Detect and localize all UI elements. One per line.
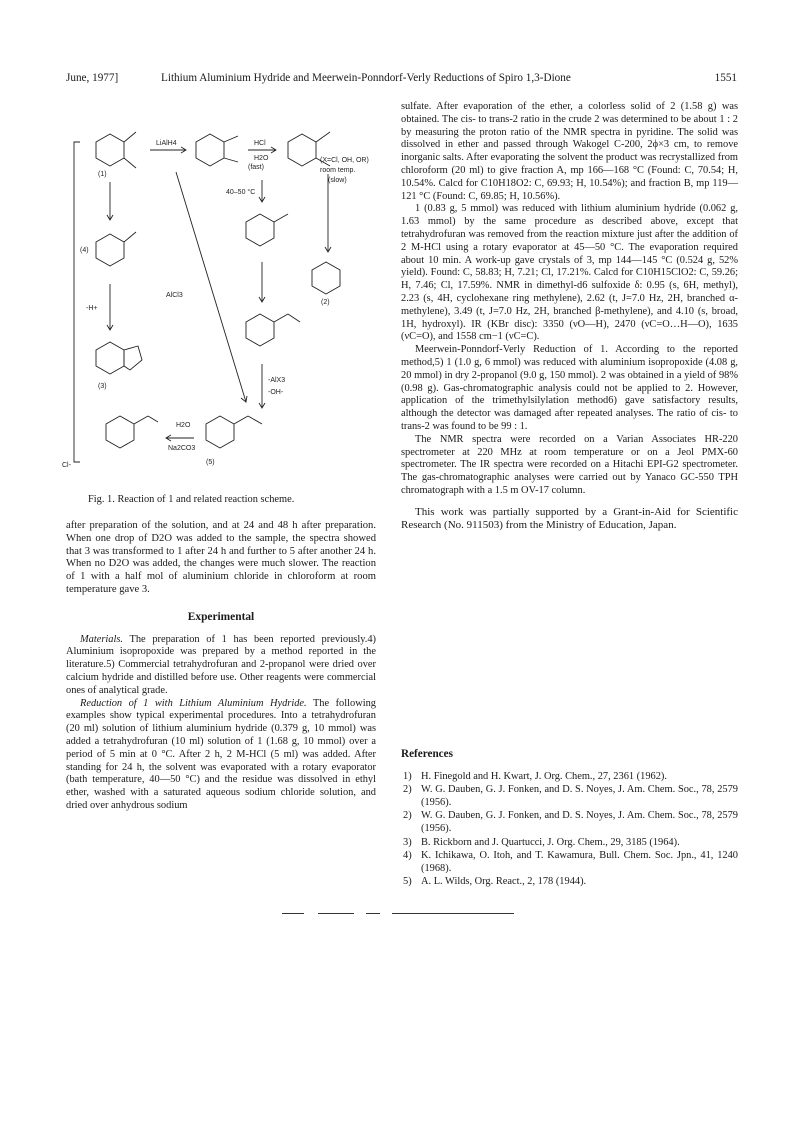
references-heading: References	[401, 748, 453, 760]
ring-compound-5	[206, 416, 234, 448]
reference-text: B. Rickborn and J. Quartucci, J. Org. Chem., 29, 3185 (1964).	[421, 836, 680, 848]
right-column	[401, 101, 738, 533]
footer-rule-dash-small	[366, 913, 380, 914]
reduction-label: Reduction of 1 with Lithium Aluminium Hydride.	[80, 697, 307, 709]
label-temp: 40–50 °C	[226, 189, 256, 196]
reference-item	[401, 771, 738, 784]
label-h2o: H2O	[254, 155, 269, 162]
label-hcl: HCl	[254, 140, 266, 147]
left-column	[66, 520, 376, 813]
reaction-scheme-drawing	[62, 102, 376, 490]
footer-rule-dash-mid	[318, 913, 354, 914]
reduction-paragraph	[66, 698, 376, 813]
reference-text: A. L. Wilds, Org. React., 2, 178 (1944).	[421, 876, 587, 888]
paragraph-instruments: The NMR spectra were recorded on a Varian Associates HR-220 spectrometer at 220 MHz at room temperature or on a Jeol PMX-60 spectrometer. The IR spectra were recorded on a Hitachi EPI-G2 spectrometer. The gas-chromatographic analyses were carried out by Yanaco GC-550 TPH chromatograph with a 1.5 m OV-17 column.	[401, 433, 738, 496]
paragraph-continued: after preparation of the solution, and at 24 and 48 h after preparation. When one drop of D2O was added to the sample, the spectra showed that 3 was transformed to 1 after 24 h and further to 5 after another 24 h. When no D2O was added, the changes were much slower. The reaction of 1 with a half mol of aluminium chloride in chloroform at room temperature gave 3.	[66, 520, 376, 595]
label-h2o-bottom: H2O	[176, 422, 191, 429]
label-cl-minus: Cl-	[62, 462, 71, 469]
ring-compound-2	[312, 262, 340, 294]
reference-text: K. Ichikawa, O. Itoh, and T. Kawamura, Bull. Chem. Soc. Jpn., 41, 1240 (1968).	[421, 850, 738, 874]
experimental-heading: Experimental	[187, 610, 255, 623]
ring-center-upper	[246, 214, 274, 246]
label-x-def: (X=Cl, OH, OR)	[320, 157, 369, 164]
label-room-temp: room temp.	[320, 167, 356, 174]
ring-center-lower	[246, 314, 274, 346]
paragraph-mpv: Meerwein-Ponndorf-Verly Reduction of 1. According to the reported method,5) 1 (1.0 g, 6 mmol) was reduced with aluminium isopropoxide (4.08 g, 20 mmol) in dry 2-propanol (9.0 g, 150 mmol). 2 was obtained in a yield of 98% (0.98 g). Gas-chromatographic analysis could not be applied to 2. However, application of the trimethylsilylation method6) gave satisfactory results, although the detector was damaged after repeated analyses. The ratio of cis- to trans-2 was found to be 99 : 1.	[401, 344, 738, 432]
label-compound-3: (3)	[98, 383, 107, 390]
label-lialh4: LiAlH4	[156, 140, 177, 147]
label-minus-oh: -OH-	[268, 389, 284, 396]
figure-caption: Fig. 1. Reaction of 1 and related reaction scheme.	[88, 494, 295, 505]
reference-number: 1)	[403, 770, 412, 782]
header-date: June, 1977]	[66, 72, 119, 84]
ring-compound-3	[96, 342, 124, 374]
ring-intermediate-a	[196, 134, 224, 166]
materials-paragraph	[66, 634, 376, 698]
reference-item	[401, 876, 738, 889]
reference-item	[401, 784, 738, 809]
label-compound-4: (4)	[80, 247, 89, 254]
reference-text: H. Finegold and H. Kwart, J. Org. Chem., 27, 2361 (1962).	[421, 770, 667, 782]
reference-item	[401, 837, 738, 850]
ring-intermediate-b	[288, 134, 316, 166]
header-page-number: 1551	[714, 72, 737, 84]
label-alcl3: AlCl3	[166, 292, 183, 299]
ring-bottom-left	[106, 416, 134, 448]
reduction-text: The following examples show typical experimental procedures. Into a tetrahydrofuran (20 ml) solution of lithium aluminium hydride (0.379 g, 10 mmol) was added a tetrahydrofuran (10 ml) solution of 1 (1.68 g, 10 mmol) over a period of 5 min at 0 °C. After 2 h, 2 M-HCl (5 ml) was added. After standing for 24 h, the solvent was evaporated with a rotary evaporator (bath temperature, 40—50 °C) and the residue was dissolved in ethyl ether, washed with a saturated aqueous sodium chloride solution, and dried over anhydrous sodium	[66, 697, 376, 811]
reference-number: 2)	[403, 810, 412, 822]
materials-text: The preparation of 1 has been reported previously.4) Aluminium isopropoxide was prepared by a method reported in the literature.5) Commercial tetrahydrofuran and 2-propanol were dried over calcium hydride and distilled before use. Other reagents were commercial ones of analytical grade.	[66, 633, 376, 696]
reference-number: 4)	[403, 850, 412, 862]
footer-rule-long	[392, 913, 514, 914]
reference-text: W. G. Dauben, G. J. Fonken, and D. S. Noyes, J. Am. Chem. Soc., 78, 2579 (1956).	[421, 810, 738, 834]
label-compound-2: (2)	[321, 299, 330, 306]
reference-text: W. G. Dauben, G. J. Fonken, and D. S. Noyes, J. Am. Chem. Soc., 78, 2579 (1956).	[421, 784, 738, 808]
reference-item	[401, 810, 738, 835]
paragraph-sulfate: sulfate. After evaporation of the ether, a colorless solid of 2 (1.58 g) was obtained. The cis- to trans-2 ratio in the crude 2 was determined to be about 1 : 2 by measuring the proton ratio of the NMR spectra in pyridine. The solid was dissolved in ether and passed through Wakogel C-200, 2ϕ×3 cm, to remove inorganic salts. After evaporating the solvent the product was recrystallized from chloroform (20 ml) to give fraction A, mp 166—168 °C (Found: C, 70.54; H, 10.54%. Calcd for C10H18O2: C, 69.93; H, 10.54%); and fraction B, mp 119—121 °C (Found: C, 69.85; H, 10.56%).	[401, 101, 738, 202]
label-compound-1: (1)	[98, 171, 107, 178]
footer-rule-dash-left	[282, 913, 304, 914]
label-minus-alx3: -AlX3	[268, 377, 286, 384]
label-minus-h-plus: -H+	[86, 305, 98, 312]
label-compound-5: (5)	[206, 459, 215, 466]
ring-compound-4	[96, 234, 124, 266]
ring-compound-1	[96, 134, 124, 166]
reference-item	[401, 850, 738, 875]
arrow-diagonal	[176, 172, 246, 402]
label-slow: (slow)	[328, 177, 347, 184]
materials-label: Materials.	[80, 633, 124, 645]
references-section	[401, 748, 738, 890]
paragraph-reduction-2: 1 (0.83 g, 5 mmol) was reduced with lithium aluminium hydride (0.062 g, 1.63 mmol) by the same procedure as described above, except that tetrahydrofuran was removed from the reaction mixture just after the addition of 2 M-HCl using a rotary evaporator at 45—50 °C. The evaporation required about 10 min. A work-up gave crystals of 3, mp 144—145 °C (0.524 g, 52% yield). Found: C, 58.83; H, 7.21; Cl, 17.21%. Calcd for C10H15ClO2: C, 59.26; H, 7.46; Cl, 17.59%. NMR in dimethyl-d6 sulfoxide δ: 0.95 (s, 6H, methyl), 2.23 (s, 4H, cyclohexane ring methylene), 2.62 (t, J=7.0 Hz, 2H, branched α-methylene), 3.49 (t, J=7.0 Hz, 2H, branched β-methylene), and 4.10 (s, broad, 1H, hydroxyl). IR (KBr disc): 3350 (νO—H), 2470 (νC=O…H—O), 1635 (νC=O), and 1558 cm−1 (νC=C).	[401, 203, 738, 343]
running-header	[66, 70, 737, 86]
reference-number: 2)	[403, 784, 412, 796]
acknowledgement: This work was partially supported by a Grant-in-Aid for Scientific Research (No. 911503) from the Ministry of Education, Japan.	[401, 505, 738, 532]
reference-number: 3)	[403, 836, 412, 848]
left-bracket	[74, 142, 80, 462]
reference-number: 5)	[403, 876, 412, 888]
reaction-scheme-figure	[62, 102, 376, 490]
header-title: Lithium Aluminium Hydride and Meerwein-Ponndorf-Verly Reductions of Spiro 1,3-Dione	[161, 72, 571, 84]
label-fast: (fast)	[248, 164, 264, 171]
label-na2co3: Na2CO3	[168, 445, 196, 452]
